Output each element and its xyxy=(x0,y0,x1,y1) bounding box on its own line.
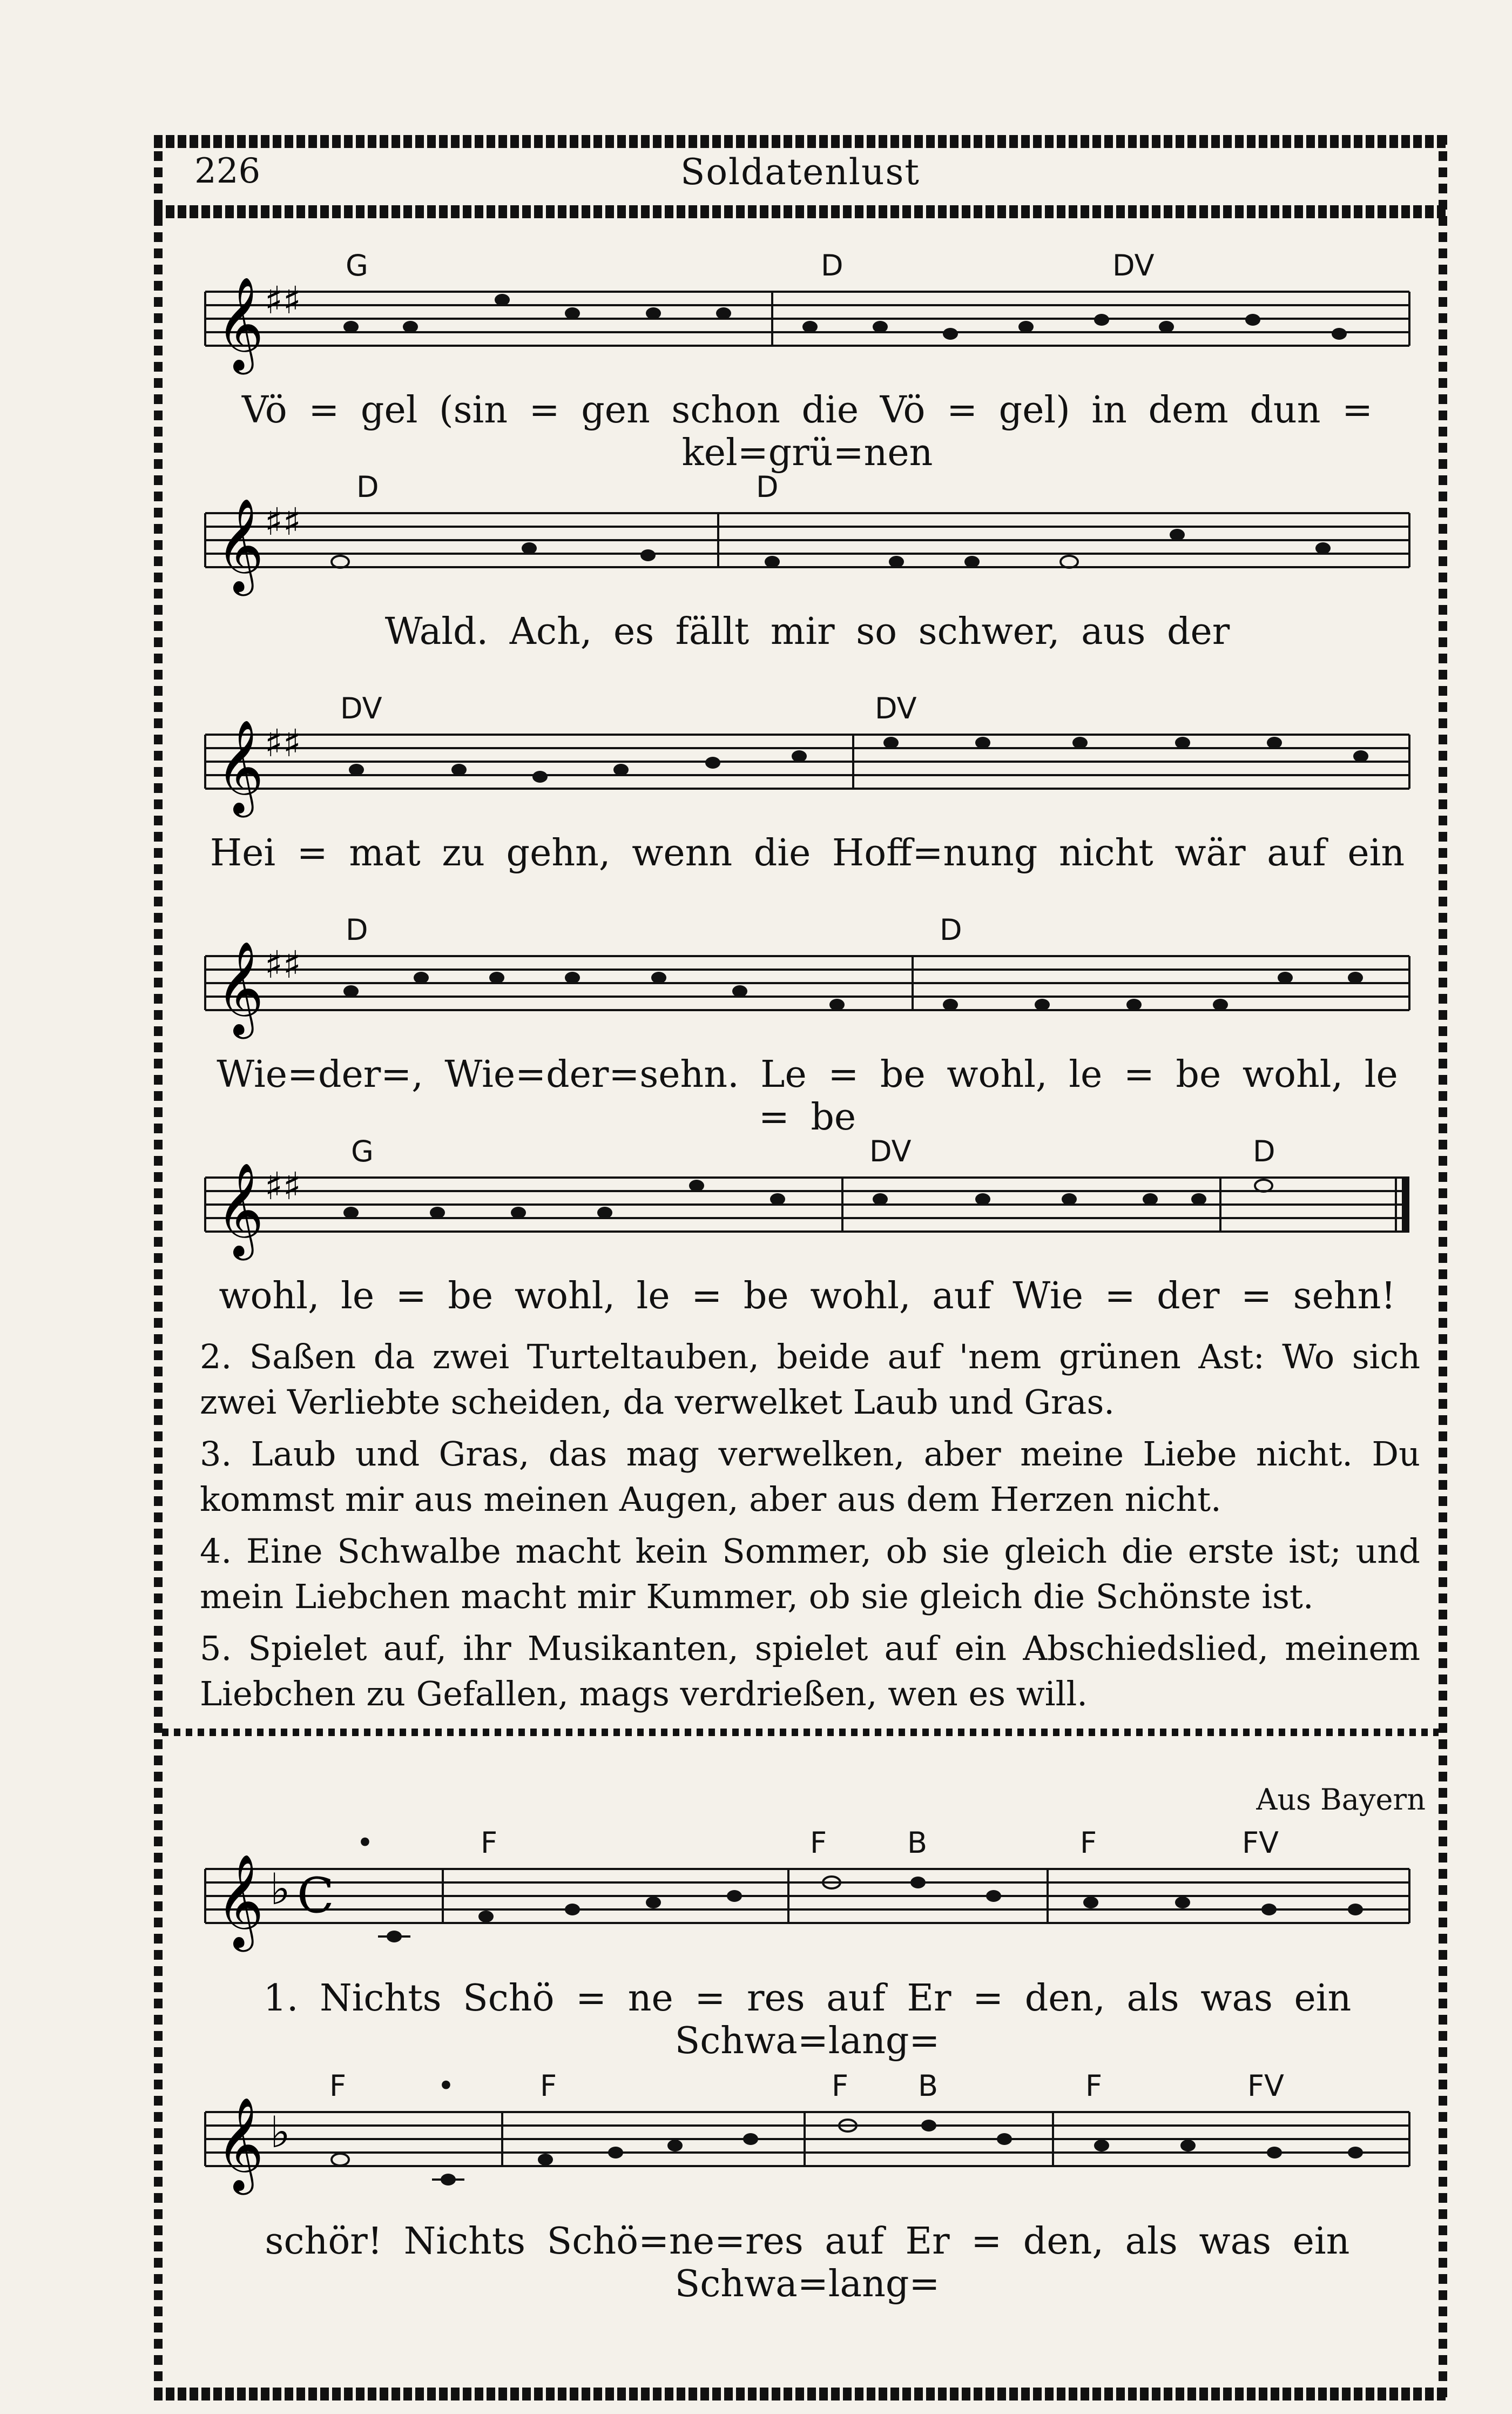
chord-label: B xyxy=(907,1826,928,1860)
chord-label: D xyxy=(821,248,843,283)
key-signature-icon: ♯♯ xyxy=(265,278,301,322)
chord-label: FV xyxy=(1242,1826,1279,1860)
verse-3: 3. Laub und Gras, das mag verwelken, aber meine Liebe nicht. Du kommst mir aus meinen Augen, aber aus dem Herzen nicht. xyxy=(200,1434,1420,1519)
treble-clef-icon: 𝄞 xyxy=(216,2097,264,2191)
treble-clef-icon: 𝄞 xyxy=(216,1162,264,1256)
verse-4: 4. Eine Schwalbe macht kein Sommer, ob sie gleich die erste ist; und mein Liebchen macht mir Kummer, ob sie gleich die Schönste ist. xyxy=(200,1531,1420,1616)
key-signature-icon: ♯♯ xyxy=(265,721,301,765)
lyric-line: Wie=der=, Wie=der=sehn. Le = be wohl, le = be wohl, le = be xyxy=(217,1053,1398,1139)
key-signature-icon: ♯♯ xyxy=(265,1164,301,1208)
lyric-line: Hei = mat zu gehn, wenn die Hoff=nung nicht wär auf ein xyxy=(210,832,1405,875)
treble-clef-icon: 𝄞 xyxy=(216,941,264,1035)
treble-clef-icon: 𝄞 xyxy=(216,720,264,813)
chord-label: B xyxy=(918,2069,939,2103)
chord-label: G xyxy=(351,1134,374,1168)
verse-block xyxy=(200,1334,1420,1723)
chord-label: D xyxy=(756,470,779,504)
treble-clef-icon: 𝄞 xyxy=(216,277,264,371)
song2-system-2 xyxy=(194,2047,1420,2305)
chord-label: DV xyxy=(340,691,382,725)
chord-label: F xyxy=(810,1826,827,1860)
chord-label: F xyxy=(329,2069,347,2103)
frame-right-border xyxy=(1439,135,1447,2398)
lyric-line: wohl, le = be wohl, le = be wohl, auf Wie = der = sehn! xyxy=(219,1275,1396,1317)
header-divider xyxy=(154,205,1447,218)
flat-key-icon: ♭ xyxy=(270,1864,291,1914)
chord-label: D xyxy=(1253,1134,1275,1168)
verse-2: 2. Saßen da zwei Turteltauben, beide auf 'nem grünen Ast: Wo sich zwei Verliebte scheiden, da verwelket Laub und Gras. xyxy=(200,1337,1420,1422)
chord-label: D xyxy=(940,913,962,947)
song1-system-5 xyxy=(194,1124,1420,1329)
chord-label: G xyxy=(346,248,368,283)
song2-system-1 xyxy=(194,1804,1420,2062)
chord-label: D xyxy=(346,913,368,947)
chord-label: F xyxy=(1085,2069,1103,2103)
song-origin: Aus Bayern xyxy=(1256,1783,1426,1817)
beat-dot-icon: • xyxy=(437,2069,455,2103)
running-title: Soldatenlust xyxy=(680,151,920,193)
chord-label: F xyxy=(832,2069,849,2103)
song-separator xyxy=(162,1729,1439,1736)
key-signature-icon: ♯♯ xyxy=(265,943,301,987)
lyric-line: schör! Nichts Schö=ne=res auf Er = den, als was ein Schwa=lang= xyxy=(265,2220,1350,2305)
flat-key-icon: ♭ xyxy=(270,2107,291,2157)
verse-5: 5. Spielet auf, ihr Musikanten, spielet auf ein Abschiedslied, meinem Liebchen zu Gefallen, mags verdrießen, wen es will. xyxy=(200,1629,1420,1713)
lyric-line: 1. Nichts Schö = ne = res auf Er = den, als was ein Schwa=lang= xyxy=(263,1977,1352,2062)
common-time-icon: C xyxy=(297,1867,334,1924)
page-number: 226 xyxy=(194,151,261,191)
frame-left-border xyxy=(154,135,163,2398)
song1-system-4 xyxy=(194,902,1420,1139)
chord-label: DV xyxy=(875,691,917,725)
frame-top-border xyxy=(154,135,1447,148)
beat-dot-icon: • xyxy=(356,1826,374,1860)
song1-system-1 xyxy=(194,238,1420,474)
lyric-line: Wald. Ach, es fällt mir so schwer, aus der xyxy=(384,610,1230,653)
chord-label: F xyxy=(540,2069,557,2103)
chord-label: DV xyxy=(869,1134,912,1168)
frame-bottom-border xyxy=(154,2388,1447,2400)
chord-label: DV xyxy=(1112,248,1155,283)
lyric-line: Vö = gel (sin = gen schon die Vö = gel) in dem dun = kel=grü=nen xyxy=(241,389,1373,474)
chord-label: F xyxy=(481,1826,498,1860)
chord-label: FV xyxy=(1247,2069,1285,2103)
treble-clef-icon: 𝄞 xyxy=(216,1854,264,1948)
page-header xyxy=(162,151,1439,200)
key-signature-icon: ♯♯ xyxy=(265,500,301,544)
chord-label: D xyxy=(356,470,379,504)
treble-clef-icon: 𝄞 xyxy=(216,498,264,592)
song1-system-3 xyxy=(194,681,1420,886)
song1-system-2 xyxy=(194,459,1420,664)
chord-label: F xyxy=(1080,1826,1097,1860)
